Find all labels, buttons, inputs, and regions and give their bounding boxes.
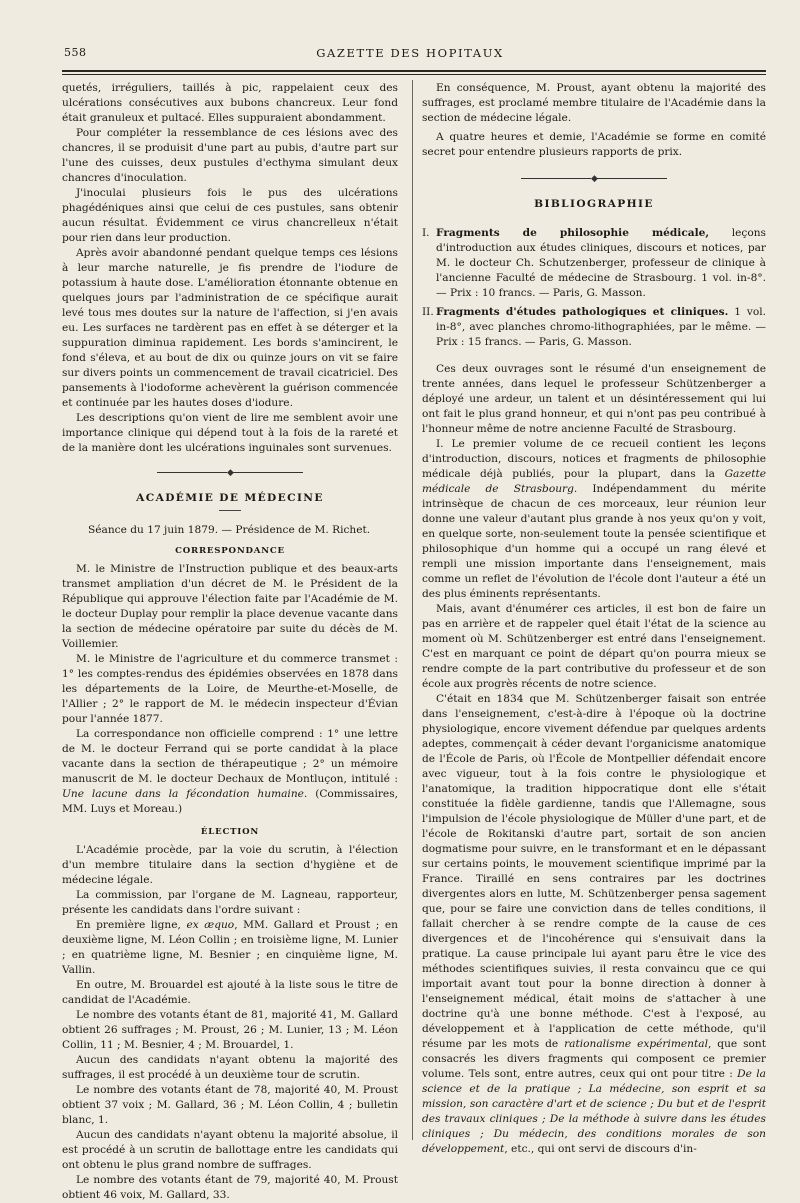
text-run: La correspondance non officielle comprend : 1° une lettre de M. le docteur Ferrand qui se porte candidat à la place vacante dans la section de thérapeutique ; 2° un mémoire manuscrit de M. le docteur Dechaux de Montluçon, intitulé : <box>62 728 398 785</box>
text-run: . (Commissaires, MM. Luys et Moreau.) <box>62 788 399 815</box>
journal-title: GAZETTE DES HOPITAUX <box>316 46 504 60</box>
header-rule <box>62 70 766 72</box>
title-underline <box>219 510 241 511</box>
page-number: 558 <box>64 46 87 59</box>
right-column <box>422 81 766 1157</box>
entry-title: Fragments d'études pathologiques et cliniques. <box>436 306 729 318</box>
paragraph: Le nombre des votants étant de 81, majorité 41, M. Gallard obtient 26 suffrages ; M. Proust, 26 ; M. Lunier, 13 ; M. Léon Collin, 11 ; M. Besnier, 4 ; M. Brouardel, 1. <box>62 1009 398 1051</box>
section-title-text: ACADÉMIE DE MÉDECINE <box>136 492 324 504</box>
paragraph: Mais, avant d'énumérer ces articles, il est bon de faire un pas en arrière et de rappeler quel était l'état de la science au moment où M. Schützenberger est entré dans l'enseignement. C'est en marquant ce point de départ qu'on pourra mieux se rendre compte de la part contributive du professeur et de son école aux progrès récents de notre science. <box>422 603 766 690</box>
page-header <box>64 44 756 64</box>
paragraph: L'Académie procède, par la voie du scrutin, à l'élection d'un membre titulaire dans la section d'hygiène et de médecine légale. <box>62 844 398 886</box>
column-divider <box>412 80 413 1140</box>
paragraph: Le nombre des votants étant de 78, majorité 40, M. Proust obtient 37 voix ; M. Gallard, 36 ; M. Léon Collin, 4 ; bulletin blanc, 1. <box>62 1084 398 1126</box>
biblio-entry <box>422 305 766 350</box>
entry-number: I. <box>422 227 430 239</box>
paragraph <box>62 727 398 817</box>
seance-line: Séance du 17 juin 1879. — Présidence de M. Richet. <box>88 524 371 536</box>
paragraph: A quatre heures et demie, l'Académie se forme en comité secret pour entendre plusieurs rapports de prix. <box>422 131 766 158</box>
paragraph: Le nombre des votants étant de 79, majorité 40, M. Proust obtient 46 voix, M. Gallard, 33. <box>62 1174 398 1201</box>
text-run: C'était en 1834 que M. Schützenberger faisait son entrée dans l'enseignement, c'est-à-dire à l'époque où la doctrine physiologique, encore vivement défendue par quelques ardents adeptes, commençait à céder devant l'organicisme anatomique de l'École de Paris, où l'École de Montpellier défendait encore avec vigueur, tout à la fois contre le physiologique et l'anatomique, la tradition hippocratique dont elle s'était constituée la fidèle gardienne, tandis que l'Allemagne, sous l'impulsion de l'école physiologique de Müller d'une part, et de l'école de Rokitanski d'autre part, sortait de son ancien dogmatisme pour suivre, en le transformant et en le dépassant sur certains points, le mouvement scientifique imprimé par la France. Tiraillé en sens contraires par les doctrines divergentes alors en lutte, M. Schützenberger pensa sagement que, pour se faire une conviction dans de telles conditions, il fallait chercher à se rendre compte de la cause de ces divergences et de l'incohérence qui s'ensuivait dans la pratique. La cause principale lui ayant paru être le vice des méthodes scientifiques suivies, il resta convaincu que ce qui importait avant tout pour la bonne direction à donner à l'enseignement médical, était moins de s'attacher à une doctrine qu'à une bonne méthode. C'est à l'exposé, au développement et à l'application de cette méthode, qu'il résume par les mots de <box>422 693 766 1050</box>
entry-title: Fragments de philosophie médicale, <box>436 227 710 239</box>
text-run: . Indépendamment du mérite intrinsèque de chacun de ces morceaux, leur réunion leur donne une valeur d'autant plus grande à nos yeux qu'on y voit, en quelque sorte, non-seulement toute la pensée scientifique et philosophique d'un homme qui a occupé un rang élevé et rempli une mission importante dans l'enseignement, mais comme un reflet de l'évolution de l'école dont l'auteur a été un des plus éminents représentants. <box>422 483 766 600</box>
italic-phrase: ex æquo <box>186 919 235 931</box>
paragraph <box>62 918 398 978</box>
text-run: , MM. Gallard et Proust ; en deuxième ligne, M. Léon Collin ; en troisième ligne, M. Lunier ; en quatrième ligne, M. Besnier ; en cinquième ligne, M. Vallin. <box>62 919 399 976</box>
text-run: I. Le premier volume de ce recueil contient les leçons d'introduction, discours, notices et fragments de philosophie médicale déjà publiés, pour la plupart, dans la <box>422 438 766 480</box>
subheading-correspondance: CORRESPONDANCE <box>175 546 285 556</box>
paragraph: En conséquence, M. Proust, ayant obtenu la majorité des suffrages, est proclamé membre titulaire de l'Académie dans la section de médecine légale. <box>422 82 766 124</box>
entry-text: 1 vol. in-8°, avec planches chromo-lithographiées, par le même. — Prix : 15 francs. — Paris, G. Masson. <box>436 306 766 348</box>
biblio-entry <box>422 226 766 301</box>
paragraph: J'inoculai plusieurs fois le pus des ulcérations phagédéniques ainsi que celui de ces pustules, sans obtenir aucun résultat. Évidemment ce virus chancrelleux n'était pour rien dans leur production. <box>62 187 398 244</box>
entry-number: II. <box>422 306 434 318</box>
paragraph: quetés, irréguliers, taillés à pic, rappelaient ceux des ulcérations consécutives aux bubons chancreux. Leur fond était granuleux et pultacé. Elles suppuraient abondamment. <box>62 82 398 124</box>
paragraph: Ces deux ouvrages sont le résumé d'un enseignement de trente années, dans lequel le professeur Schützenberger a déployé une ardeur, un talent et un désintéressement qui lui ont fait le plus grand honneur, et qui n'ont pas peu contribué à l'honneur même de notre ancienne Faculté de Strasbourg. <box>422 363 766 435</box>
paragraph <box>422 692 766 1157</box>
paragraph: Les descriptions qu'on vient de lire me semblent avoir une importance clinique qui dépend tout à la fois de la rareté et de la manière dont les ulcérations inguinales sont survenues. <box>62 412 398 454</box>
italic-titles: De la science et de la pratique ; La médecine, son esprit et sa mission, son caractère d'art et de science ; Du but et de l'esprit des travaux cliniques ; De la méthode à suivre dans les études cliniques ; Du médecin, des conditions morales de son développement <box>422 1068 766 1155</box>
paragraph: M. le Ministre de l'agriculture et du commerce transmet : 1° les comptes-rendus des épidémies observées en 1878 dans les départements de la Loire, de Meurthe-et-Moselle, de l'Allier ; 2° le rapport de M. le médecin inspecteur d'Évian pour l'année 1877. <box>62 653 398 725</box>
paragraph: Après avoir abandonné pendant quelque temps ces lésions à leur marche naturelle, je fis prendre de l'iodure de potassium à haute dose. L'amélioration étonnante obtenue en quelques jours par l'administration de ce spécifique aurait levé tous mes doutes sur la nature de l'affection, si j'en avais eu. Les surfaces ne tardèrent pas en effet à se déterger et la suppuration diminua rapidement. Les bords s'amincirent, le fond s'éleva, et au bout de dix ou quinze jours on vit se faire sur divers points un commencement de travail cicatriciel. Des pansements à l'iodoforme achevèrent la guérison commencée et continuée par les hautes doses d'iodure. <box>62 247 398 409</box>
paragraph: Pour compléter la ressemblance de ces lésions avec des chancres, il se produisit d'une part au pubis, d'autre part sur l'une des cuisses, deux pustules d'ecthyma simulant deux chancres d'inoculation. <box>62 127 398 184</box>
paragraph: Aucun des candidats n'ayant obtenu la majorité absolue, il est procédé à un scrutin de ballottage entre les candidats qui ont obtenu le plus grand nombre de suffrages. <box>62 1129 398 1171</box>
entry-text: leçons d'introduction aux études cliniques, discours et notices, par M. le docteur Ch. Schutzenberger, professeur de clinique à l'ancienne Faculté de médecine de Strasbourg. 1 vol. in-8°. — Prix : 10 francs. — Paris, G. Masson. <box>436 227 766 299</box>
italic-phrase: rationalisme expérimental <box>564 1038 708 1050</box>
text-run: En première ligne, <box>76 919 187 931</box>
section-ornament: ◆ <box>62 466 398 481</box>
paragraph: La commission, par l'organe de M. Lagneau, rapporteur, présente les candidats dans l'ordre suivant : <box>62 889 398 916</box>
text-run: , etc., qui ont servi de discours d'in- <box>504 1143 697 1155</box>
paragraph: En outre, M. Brouardel est ajouté à la liste sous le titre de candidat de l'Académie. <box>62 979 398 1006</box>
header-rule-thin <box>62 74 766 75</box>
subheading-election: ÉLECTION <box>200 827 260 837</box>
text-run: , que sont consacrés les divers fragments qui composent ce premier volume. Tels sont, entre autres, ceux qui ont pour titre : <box>422 1038 767 1080</box>
paragraph: M. le Ministre de l'Instruction publique et des beaux-arts transmet ampliation d'un décret de M. le Président de la République qui approuve l'élection faite par l'Académie de M. le docteur Duplay pour remplir la place devenue vacante dans la section de médecine opératoire par suite du décès de M. Voillemier. <box>62 563 398 650</box>
section-title-academie <box>62 491 398 511</box>
left-column <box>62 81 398 1203</box>
section-ornament: ◆ <box>422 172 766 187</box>
italic-title: Gazette médicale de Strasbourg <box>422 468 766 495</box>
section-title-bibliographie: BIBLIOGRAPHIE <box>534 198 654 210</box>
paragraph: Aucun des candidats n'ayant obtenu la majorité des suffrages, il est procédé à un deuxième tour de scrutin. <box>62 1054 398 1081</box>
paragraph <box>422 437 766 602</box>
italic-title: Une lacune dans la fécondation humaine <box>62 788 304 800</box>
